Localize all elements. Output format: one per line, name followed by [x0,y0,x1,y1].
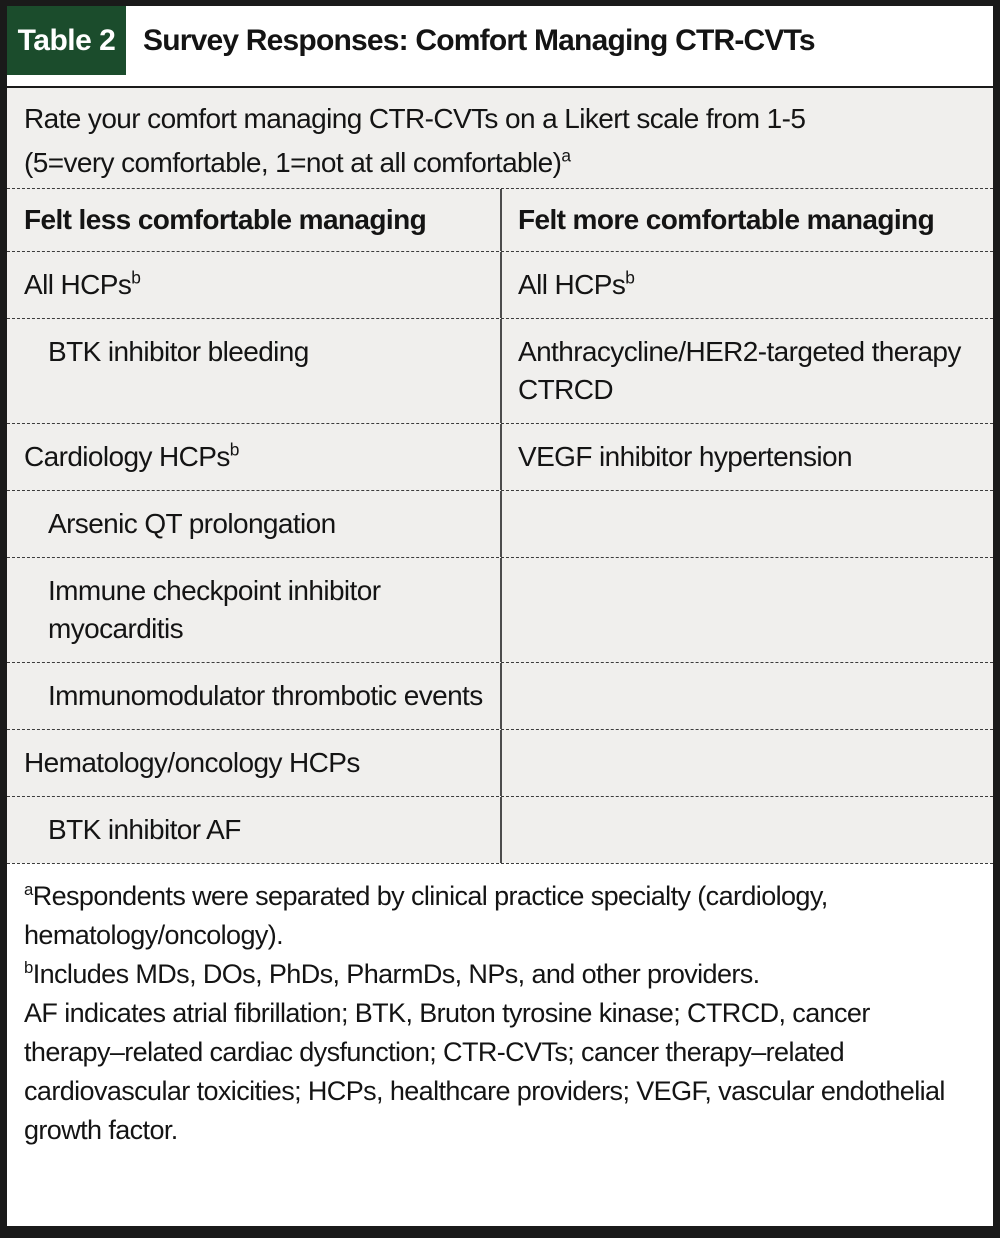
row-cell-left [7,797,500,863]
table-row [7,729,993,796]
footnote-marker: b [24,958,33,977]
table-row [7,662,993,729]
row-cell-right [500,797,993,863]
row-cell-left [7,730,500,796]
row-cell-right [500,491,993,557]
footnote-abbreviations-text: AF indicates atrial fibrillation; BTK, Bruton tyrosine kinase; CTRCD, cancer therapy–related cardiac dysfunction; CTR-CVTs; cancer therapy–related cardiovascular toxicities; HCPs, healthcare providers; VEGF, vascular endothelial growth factor. [24,998,945,1145]
table-row [7,557,993,662]
row-cell-left-text: BTK inhibitor AF [48,814,241,845]
column-header-row [7,188,993,251]
row-cell-left-text: Hematology/oncology HCPs [24,747,360,778]
row-cell-left [7,319,500,423]
row-cell-right [500,663,993,729]
column-header-less-comfortable: Felt less comfortable managing [24,204,427,235]
table-row [7,423,993,490]
survey-question-line2: (5=very comfortable, 1=not at all comfortable) [24,147,562,178]
table-header-bar [7,6,993,88]
column-header-more-comfortable: Felt more comfortable managing [500,189,993,251]
table-row [7,490,993,557]
footnote-abbreviations [24,994,976,1150]
footnote-a [24,877,976,955]
row-cell-left-text: Immune checkpoint inhibitor myocarditis [48,575,381,644]
row-cell-left [7,491,500,557]
row-cell-left-text: All HCPs$^b$ [24,267,141,300]
row-cell-left [7,663,500,729]
table-title: Survey Responses: Comfort Managing CTR-CVTs [143,23,815,57]
table-number-badge: Table 2 [7,6,126,75]
row-cell-right [500,558,993,662]
table-row [7,251,993,318]
survey-table [7,188,993,863]
table-row [7,796,993,863]
row-cell-right [500,424,993,490]
footnote-a-text: Respondents were separated by clinical practice specialty (cardiology, hematology/oncology). [24,881,828,950]
row-cell-right [500,730,993,796]
row-cell-left [7,424,500,490]
footnote-b-text: Includes MDs, DOs, PhDs, PharmDs, NPs, and other providers. [32,959,760,989]
row-cell-right-text: VEGF inhibitor hypertension [518,441,852,472]
row-cell-right-text: Anthracycline/HER2-targeted therapy CTRCD [518,336,961,405]
table-row [7,318,993,423]
footnotes-section [7,863,993,1226]
survey-question [7,88,993,188]
row-cell-left-text: BTK inhibitor bleeding [48,336,309,367]
row-cell-left-text: Immunomodulator thrombotic events [48,680,483,711]
row-cell-right-text: All HCPs$^b$ [518,267,635,300]
footnote-b [24,955,976,994]
row-cell-right [500,319,993,423]
row-cell-left-text: Cardiology HCPs$^b$ [24,439,239,472]
footnote-marker: a [24,880,33,899]
row-cell-left [7,252,500,318]
survey-question-line1: Rate your comfort managing CTR-CVTs on a Likert scale from 1-5 [24,103,806,134]
row-cell-left [7,558,500,662]
footnote-marker-a: a [561,145,571,166]
row-cell-left-text: Arsenic QT prolongation [48,508,336,539]
row-cell-right [500,252,993,318]
